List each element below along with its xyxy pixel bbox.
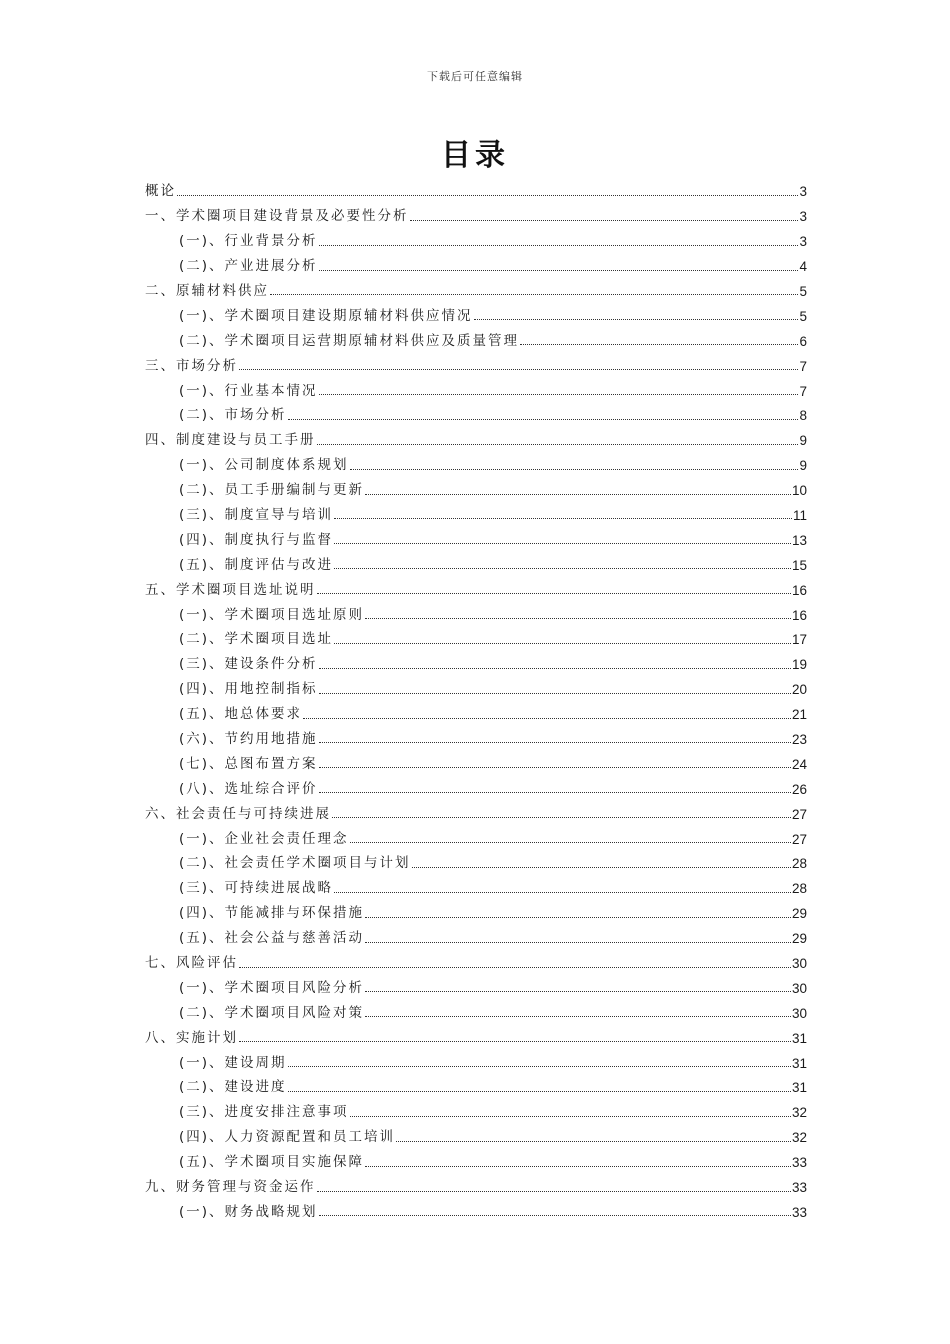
toc-entry-page: 27	[791, 806, 807, 822]
toc-dot-leader	[350, 469, 799, 470]
toc-entry[interactable]	[145, 325, 807, 350]
toc-dot-leader	[332, 817, 791, 818]
toc-entry-page: 10	[791, 483, 807, 499]
toc-entry[interactable]	[145, 1147, 807, 1172]
toc-dot-leader	[365, 1166, 791, 1167]
toc-entry-page: 9	[799, 458, 807, 474]
toc-entry-label: (三)、进度安排注意事项	[179, 1104, 349, 1121]
toc-entry-page: 32	[791, 1130, 807, 1146]
toc-entry[interactable]	[145, 375, 807, 400]
toc-dot-leader	[474, 319, 799, 320]
toc-entry-label: 八、实施计划	[145, 1029, 238, 1046]
toc-entry-page: 7	[799, 383, 807, 399]
toc-entry-label: (八)、选址综合评价	[179, 780, 318, 797]
toc-entry[interactable]	[145, 873, 807, 898]
toc-entry-page: 28	[791, 856, 807, 872]
toc-entry-page: 3	[799, 184, 807, 200]
toc-entry[interactable]	[145, 350, 807, 375]
toc-entry[interactable]	[145, 748, 807, 773]
toc-entry-page: 16	[791, 607, 807, 623]
toc-entry-label: (三)、建设条件分析	[179, 656, 318, 673]
toc-dot-leader	[350, 1116, 791, 1117]
toc-entry-page: 8	[799, 408, 807, 424]
toc-dot-leader	[365, 1016, 791, 1017]
toc-dot-leader	[177, 195, 798, 196]
toc-entry-label: 七、风险评估	[145, 955, 238, 971]
toc-entry-page: 32	[791, 1105, 807, 1121]
toc-dot-leader	[365, 942, 791, 943]
toc-entry-label: 概论	[145, 183, 176, 200]
toc-dot-leader	[520, 344, 798, 345]
toc-entry-label: (一)、学术圈项目风险分析	[179, 979, 365, 996]
toc-entry-page: 27	[791, 831, 807, 847]
toc-entry-label: (三)、制度宣导与培训	[179, 506, 334, 523]
toc-dot-leader	[365, 917, 791, 918]
toc-dot-leader	[319, 668, 791, 669]
toc-entry[interactable]	[145, 1022, 807, 1047]
toc-entry[interactable]	[145, 923, 807, 948]
toc-entry[interactable]	[145, 1122, 807, 1147]
toc-dot-leader	[319, 792, 791, 793]
toc-dot-leader	[319, 245, 799, 246]
toc-entry-label: (二)、市场分析	[179, 407, 287, 424]
toc-dot-leader	[319, 1215, 791, 1216]
toc-dot-leader	[239, 1041, 791, 1042]
toc-entry-label: 一、学术圈项目建设背景及必要性分析	[145, 208, 409, 225]
header-note: 下载后可任意编辑	[427, 70, 523, 83]
toc-entry-page: 33	[791, 1155, 807, 1171]
toc-entry-page: 3	[799, 209, 807, 225]
toc-dot-leader	[319, 767, 791, 768]
toc-entry-page: 5	[799, 308, 807, 324]
toc-entry[interactable]	[145, 425, 807, 450]
toc-entry[interactable]	[145, 997, 807, 1022]
toc-entry-page: 4	[799, 259, 807, 275]
toc-dot-leader	[319, 270, 799, 271]
toc-dot-leader	[288, 1066, 791, 1067]
toc-dot-leader	[319, 693, 791, 694]
toc-entry[interactable]	[145, 574, 807, 599]
toc-entry[interactable]	[145, 649, 807, 674]
toc-entry-label: 六、社会责任与可持续进展	[145, 805, 331, 822]
toc-entry-label: (六)、节约用地措施	[179, 730, 318, 747]
toc-entry-page: 29	[791, 931, 807, 947]
toc-entry[interactable]	[145, 1172, 807, 1197]
toc-entry-page: 24	[791, 756, 807, 772]
toc-entry-label: (五)、学术圈项目实施保障	[179, 1154, 365, 1171]
toc-entry-page: 7	[799, 358, 807, 374]
toc-entry-label: (五)、社会公益与慈善活动	[179, 930, 365, 947]
toc-entry-label: (一)、企业社会责任理念	[179, 830, 349, 847]
toc-entry-page: 31	[791, 1055, 807, 1071]
toc-entry-page: 33	[791, 1180, 807, 1196]
toc-entry[interactable]	[145, 251, 807, 276]
toc-dot-leader	[319, 742, 791, 743]
toc-entry-label: (一)、学术圈项目建设期原辅材料供应情况	[179, 307, 473, 324]
toc-entry[interactable]	[145, 549, 807, 574]
toc-entry[interactable]	[145, 848, 807, 873]
toc-entry-page: 30	[791, 1005, 807, 1021]
toc-entry[interactable]	[145, 450, 807, 475]
toc-entry[interactable]	[145, 1072, 807, 1097]
toc-entry[interactable]	[145, 798, 807, 823]
toc-entry-label: (一)、财务战略规划	[179, 1203, 318, 1220]
toc-entry[interactable]	[145, 948, 807, 973]
toc-entry[interactable]	[145, 773, 807, 798]
toc-dot-leader	[334, 568, 791, 569]
toc-entry-page: 9	[799, 433, 807, 449]
toc-entry-label: (二)、产业进展分析	[179, 258, 318, 275]
toc-entry[interactable]	[145, 973, 807, 998]
toc-entry[interactable]	[145, 724, 807, 749]
toc-dot-leader	[288, 419, 799, 420]
toc-entry[interactable]	[145, 823, 807, 848]
toc-entry[interactable]	[145, 1197, 807, 1222]
toc-entry-page: 28	[791, 881, 807, 897]
toc-entry-page: 19	[791, 657, 807, 673]
toc-dot-leader	[317, 444, 799, 445]
toc-entry-label: (二)、员工手册编制与更新	[179, 482, 365, 499]
toc-entry-page: 15	[791, 557, 807, 573]
toc-dot-leader	[410, 220, 799, 221]
toc-dot-leader	[288, 1091, 791, 1092]
toc-entry[interactable]	[145, 300, 807, 325]
toc-entry-label: (一)、建设周期	[179, 1054, 287, 1071]
toc-entry[interactable]	[145, 524, 807, 549]
toc-dot-leader	[412, 867, 791, 868]
toc-dot-leader	[350, 842, 791, 843]
toc-entry-page: 16	[791, 582, 807, 598]
toc-entry-page: 20	[791, 682, 807, 698]
toc-entry-page: 21	[791, 707, 807, 723]
toc-entry[interactable]	[145, 624, 807, 649]
toc-entry-label: 九、财务管理与资金运作	[145, 1179, 316, 1196]
toc-entry-label: (三)、可持续进展战略	[179, 880, 334, 897]
toc-entry-label: (一)、行业基本情况	[179, 382, 318, 399]
toc-entry-label: (五)、地总体要求	[179, 706, 303, 723]
toc-entry[interactable]	[145, 500, 807, 525]
page-title: 目录	[441, 138, 509, 173]
toc-entry-page: 29	[791, 906, 807, 922]
toc-dot-leader	[334, 543, 791, 544]
toc-entry-label: (一)、学术圈项目选址原则	[179, 606, 365, 623]
toc-entry-label: (四)、节能减排与环保措施	[179, 905, 365, 922]
toc-dot-leader	[396, 1141, 791, 1142]
toc-entry[interactable]	[145, 400, 807, 425]
toc-dot-leader	[334, 518, 792, 519]
toc-dot-leader	[365, 991, 791, 992]
toc-entry-label: 三、市场分析	[145, 357, 238, 374]
toc-dot-leader	[365, 618, 791, 619]
toc-dot-leader	[239, 369, 798, 370]
toc-entry-page: 31	[791, 1080, 807, 1096]
toc-dot-leader	[319, 394, 799, 395]
toc-dot-leader	[365, 494, 791, 495]
toc-entry[interactable]	[145, 599, 807, 624]
toc-entry-page: 31	[791, 1030, 807, 1046]
toc-entry-label: 二、原辅材料供应	[145, 282, 269, 299]
toc-entry-page: 30	[791, 956, 807, 971]
toc-entry-label: (一)、行业背景分析	[179, 233, 318, 250]
toc-entry[interactable]	[145, 1097, 807, 1122]
toc-dot-leader	[303, 718, 791, 719]
toc-entry[interactable]	[145, 699, 807, 724]
toc-entry-page: 11	[792, 507, 807, 523]
toc-entry-label: (一)、公司制度体系规划	[179, 457, 349, 474]
toc-entry[interactable]	[145, 176, 807, 201]
toc-dot-leader	[317, 1191, 791, 1192]
toc-entry-page: 6	[799, 333, 807, 349]
toc-entry-label: (四)、制度执行与监督	[179, 531, 334, 548]
toc-dot-leader	[334, 643, 791, 644]
toc-entry-label: (二)、社会责任学术圈项目与计划	[179, 855, 411, 872]
toc-entry-label: (五)、制度评估与改进	[179, 556, 334, 573]
toc-entry-page: 5	[799, 283, 807, 299]
toc-entry[interactable]	[145, 276, 807, 301]
toc-entry[interactable]	[145, 674, 807, 699]
toc-dot-leader	[334, 892, 791, 893]
toc-entry-label: 四、制度建设与员工手册	[145, 432, 316, 449]
toc-entry-page: 30	[791, 980, 807, 996]
toc-dot-leader	[270, 294, 798, 295]
table-of-contents	[145, 176, 807, 1221]
toc-entry-label: 五、学术圈项目选址说明	[145, 581, 316, 598]
toc-dot-leader	[317, 593, 791, 594]
toc-entry[interactable]	[145, 1047, 807, 1072]
toc-entry-label: (四)、人力资源配置和员工培训	[179, 1129, 396, 1146]
toc-entry-label: (二)、学术圈项目选址	[179, 631, 334, 648]
toc-entry-page: 13	[791, 532, 807, 548]
toc-entry-page: 3	[799, 234, 807, 250]
toc-dot-leader	[239, 967, 791, 968]
toc-entry[interactable]	[145, 475, 807, 500]
toc-entry-label: (二)、建设进度	[179, 1079, 287, 1096]
toc-entry-page: 33	[791, 1204, 807, 1220]
toc-entry-label: (二)、学术圈项目风险对策	[179, 1004, 365, 1021]
toc-entry-page: 17	[791, 632, 807, 648]
toc-entry-label: (四)、用地控制指标	[179, 681, 318, 698]
toc-entry[interactable]	[145, 201, 807, 226]
toc-entry-label: (二)、学术圈项目运营期原辅材料供应及质量管理	[179, 332, 520, 349]
toc-entry-label: (七)、总图布置方案	[179, 755, 318, 772]
toc-entry[interactable]	[145, 226, 807, 251]
toc-entry-page: 26	[791, 781, 807, 797]
toc-entry-page: 23	[791, 731, 807, 747]
toc-entry[interactable]	[145, 898, 807, 923]
